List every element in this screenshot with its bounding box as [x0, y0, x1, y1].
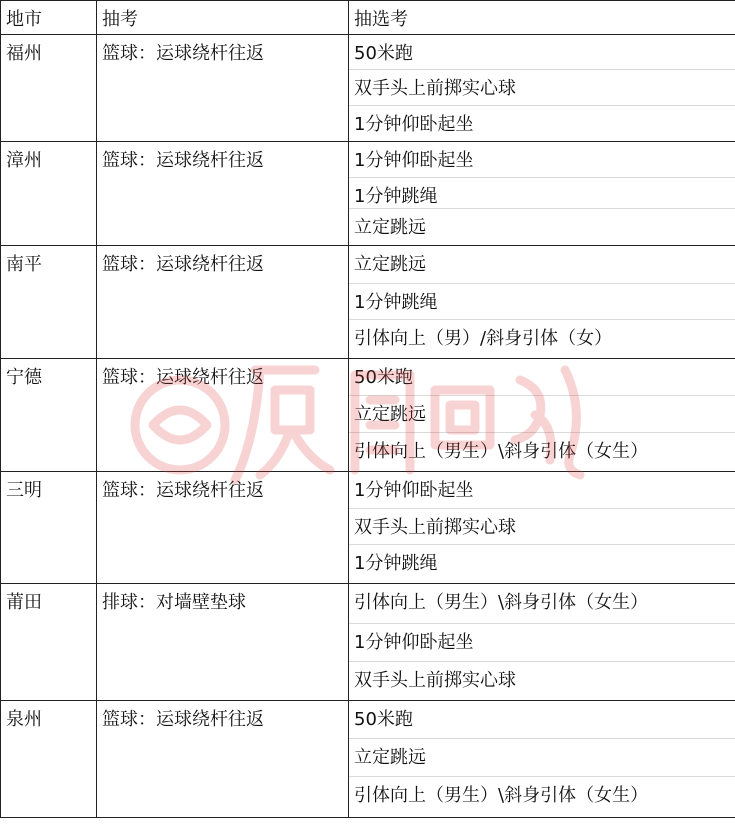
- table-row: [1, 246, 735, 359]
- option-item: 1分钟跳绳: [349, 178, 735, 209]
- option-item: 立定跳远: [354, 217, 426, 238]
- option-item: 1分钟跳绳: [354, 553, 438, 574]
- option-item: 1分钟仰卧起坐: [349, 142, 735, 178]
- option-item: 双手头上前掷实心球: [349, 70, 735, 106]
- option-item: 双手头上前掷实心球: [354, 670, 516, 691]
- optional-cell: [349, 35, 735, 142]
- header-optional: 抽选考: [349, 1, 735, 35]
- header-required: 抽考: [97, 1, 349, 35]
- header-row: [1, 1, 735, 35]
- option-item: 立定跳远: [349, 396, 735, 433]
- optional-cell: [349, 142, 735, 246]
- option-item: 50米跑: [349, 701, 735, 739]
- header-city: 地市: [1, 1, 97, 35]
- city-cell: 南平: [1, 246, 97, 359]
- optional-cell: [349, 701, 735, 818]
- optional-cell: [349, 472, 735, 584]
- table-row: [1, 142, 735, 246]
- city-cell: 莆田: [1, 584, 97, 701]
- table-row: [1, 584, 735, 701]
- required-cell: 篮球：运球绕杆往返: [97, 701, 349, 818]
- required-cell: 篮球：运球绕杆往返: [97, 246, 349, 359]
- option-item: 引体向上（男生）\斜身引体（女生）: [354, 785, 649, 806]
- table-row: [1, 472, 735, 584]
- city-cell: 漳州: [1, 142, 97, 246]
- option-item: 双手头上前掷实心球: [349, 509, 735, 545]
- required-cell: 排球：对墙壁垫球: [97, 584, 349, 701]
- option-item: 50米跑: [349, 35, 735, 70]
- optional-cell: [349, 359, 735, 472]
- option-item: 引体向上（男）/斜身引体（女）: [354, 328, 613, 349]
- option-item: 1分钟跳绳: [349, 284, 735, 320]
- option-item: 1分钟仰卧起坐: [354, 114, 474, 135]
- table-row: [1, 701, 735, 818]
- required-cell: 篮球：运球绕杆往返: [97, 142, 349, 246]
- required-cell: 篮球：运球绕杆往返: [97, 472, 349, 584]
- optional-cell: [349, 584, 735, 701]
- city-cell: 福州: [1, 35, 97, 142]
- option-item: 引体向上（男生）\斜身引体（女生）: [349, 584, 735, 624]
- option-item: 50米跑: [349, 359, 735, 396]
- option-item: 立定跳远: [349, 739, 735, 777]
- city-cell: 泉州: [1, 701, 97, 818]
- option-item: 引体向上（男生）\斜身引体（女生）: [354, 441, 649, 462]
- table-row: [1, 35, 735, 142]
- required-cell: 篮球：运球绕杆往返: [97, 35, 349, 142]
- required-cell: 篮球：运球绕杆往返: [97, 359, 349, 472]
- city-cell: 三明: [1, 472, 97, 584]
- option-item: 立定跳远: [349, 246, 735, 284]
- city-cell: 宁德: [1, 359, 97, 472]
- option-item: 1分钟仰卧起坐: [349, 624, 735, 662]
- table-row: [1, 359, 735, 472]
- optional-cell: [349, 246, 735, 359]
- option-item: 1分钟仰卧起坐: [349, 472, 735, 509]
